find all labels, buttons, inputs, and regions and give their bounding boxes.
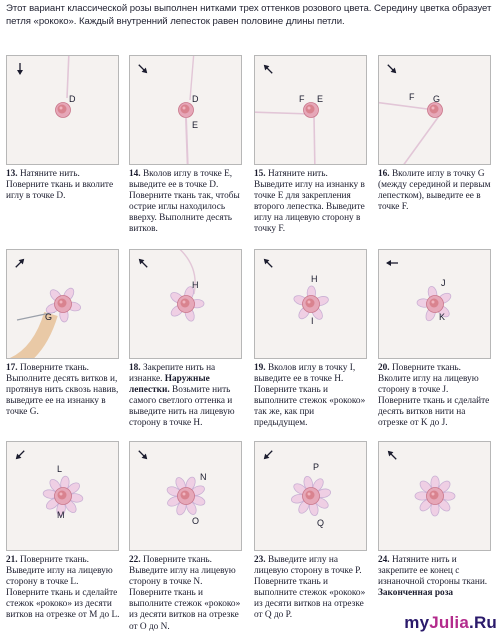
point-label: O bbox=[192, 516, 200, 526]
point-label: N bbox=[200, 472, 207, 482]
step-photo bbox=[254, 441, 367, 551]
step-caption: 20. Поверните ткань. Вколите иглу на лицевую сторону в точке J. Поверните ткань и сделайте десять витков нити на отрезке от K до J. bbox=[378, 363, 490, 429]
point-label: E bbox=[192, 120, 199, 130]
point-label: M bbox=[57, 510, 65, 520]
step-photo bbox=[254, 249, 367, 359]
step-number: 19. bbox=[254, 363, 266, 373]
point-label: L bbox=[57, 464, 63, 474]
rose-stitch bbox=[415, 476, 455, 516]
step-caption: 19. Вколов иглу в точку I, выведите ее в точке H. Поверните ткань и выполните стежок «рококо» так же, как при предыдущем. bbox=[254, 363, 366, 429]
point-label: Q bbox=[317, 518, 325, 528]
point-label: G bbox=[433, 94, 441, 104]
point-label: E bbox=[317, 94, 324, 104]
point-label: P bbox=[313, 462, 320, 472]
step-caption: 21. Поверните ткань. Выведите иглу на лицевую сторону в точке L. Поверните ткань и сделайте стежок «рококо» из десяти витков на отрезке от M до L. bbox=[6, 555, 120, 621]
step-caption: 15. Натяните нить. Выведите иглу на изнанку в точке E для закрепления второго лепестка. Выведите иглу на лицевую сторону в точку F. bbox=[254, 169, 365, 235]
point-label: D bbox=[192, 94, 199, 104]
step-caption: 17. Поверните ткань. Выполните десять витков и, протянув нить сквозь навив, выведите ее на изнанку в точке G. bbox=[6, 363, 119, 418]
step-caption: 16. Вколите иглу в точку G (между серединой и первым лепестком), выведите ее в точке F. bbox=[378, 169, 491, 213]
point-label: F bbox=[299, 94, 305, 104]
step-caption: 23. Выведите иглу на лицевую сторону в точке P. Поверните ткань и выполните стежок «рококо» из десяти витков на отрезке от Q до P. bbox=[254, 555, 366, 621]
step-number: 20. bbox=[378, 363, 390, 373]
step-number: 14. bbox=[129, 169, 141, 179]
point-label: D bbox=[69, 94, 76, 104]
step-photo bbox=[129, 441, 242, 551]
step-photo bbox=[129, 55, 242, 165]
step-number: 22. bbox=[129, 555, 141, 565]
step-photo bbox=[254, 55, 367, 165]
point-label: H bbox=[311, 274, 318, 284]
step-caption: 18. Закрепите нить на изнанке. Наружные лепестки. Возьмите нить самого светлого оттенка и выведите нить на лицевую сторону в точке H. bbox=[129, 363, 235, 429]
point-label: H bbox=[192, 280, 199, 290]
step-number: 13. bbox=[6, 169, 18, 179]
step-photo bbox=[6, 441, 119, 551]
step-number: 23. bbox=[254, 555, 266, 565]
point-label: G bbox=[45, 312, 53, 322]
step-photo bbox=[129, 249, 242, 359]
step-number: 18. bbox=[129, 363, 141, 373]
step-number: 15. bbox=[254, 169, 266, 179]
step-caption: 22. Поверните ткань. Выведите иглу на лицевую сторону в точке N. Поверните ткань и выполните стежок «рококо» из десяти витков на отрезке от O до N. bbox=[129, 555, 241, 632]
step-caption: 14. Вколов иглу в точке E, выведите ее в точке D. Поверните ткань так, чтобы острие иглы находилось вверху. Выполните десять витков. bbox=[129, 169, 240, 235]
step-photo bbox=[378, 55, 491, 165]
step-number: 21. bbox=[6, 555, 18, 565]
step-number: 16. bbox=[378, 169, 390, 179]
point-label: J bbox=[441, 278, 446, 288]
step-number: 17. bbox=[6, 363, 18, 373]
step-photo bbox=[378, 249, 491, 359]
step-photo bbox=[378, 441, 491, 551]
point-label: I bbox=[311, 316, 314, 326]
point-label: F bbox=[409, 92, 415, 102]
step-caption: 24. Натяните нить и закрепите ее конец с изнаночной стороны ткани. Законченная роза bbox=[378, 555, 488, 599]
step-photo bbox=[6, 249, 119, 359]
step-number: 24. bbox=[378, 555, 390, 565]
site-watermark: myJulia.Ru bbox=[404, 613, 497, 632]
intro-text: Этот вариант классической розы выполнен нитками трех оттенков розового цвета. Середину цветка образует петля «рококо». Каждый внутренний лепесток равен половине длины петли. bbox=[6, 3, 492, 27]
point-label: K bbox=[439, 312, 446, 322]
step-caption: 13. Натяните нить. Поверните ткань и вколите иглу в точке D. bbox=[6, 169, 114, 202]
step-photo bbox=[6, 55, 119, 165]
